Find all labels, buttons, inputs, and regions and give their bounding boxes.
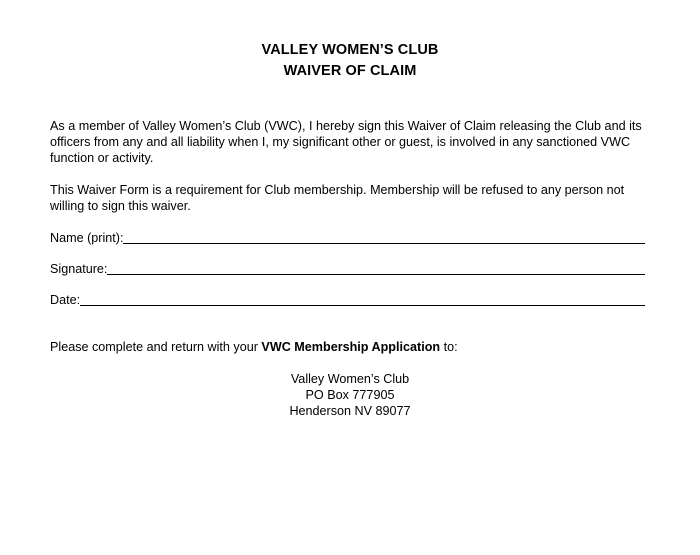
address-line-pobox: PO Box 777905 — [305, 388, 395, 402]
return-instruction — [50, 339, 458, 355]
date-field[interactable] — [50, 292, 645, 308]
date-label: Date: — [50, 293, 81, 307]
signature-input-line[interactable] — [107, 261, 645, 275]
document-subtitle: WAIVER OF CLAIM — [283, 63, 417, 79]
instruction-emphasis: VWC Membership Application — [261, 340, 441, 354]
date-input-line[interactable] — [80, 292, 645, 306]
instruction-text-before: Please complete and return with your — [50, 340, 262, 354]
document-title: VALLEY WOMEN’S CLUB — [261, 42, 439, 58]
signature-label: Signature: — [50, 262, 108, 276]
requirement-paragraph: This Waiver Form is a requirement for Club membership. Membership will be refused to any person not willing to sign this waiver. — [50, 183, 625, 213]
name-field[interactable] — [50, 230, 645, 246]
signature-field[interactable] — [50, 261, 645, 277]
address-line-city: Henderson NV 89077 — [289, 404, 411, 418]
waiver-paragraph: As a member of Valley Women’s Club (VWC), I hereby sign this Waiver of Claim releasing the Club and its officers from any and all liability when I, my significant other or guest, is involved in any sanctioned VWC function or activity. — [50, 119, 642, 165]
name-label: Name (print): — [50, 231, 124, 245]
mailing-address — [0, 371, 700, 419]
name-input-line[interactable] — [123, 230, 645, 244]
instruction-text-after: to: — [440, 340, 458, 354]
address-line-club: Valley Women’s Club — [290, 372, 410, 386]
